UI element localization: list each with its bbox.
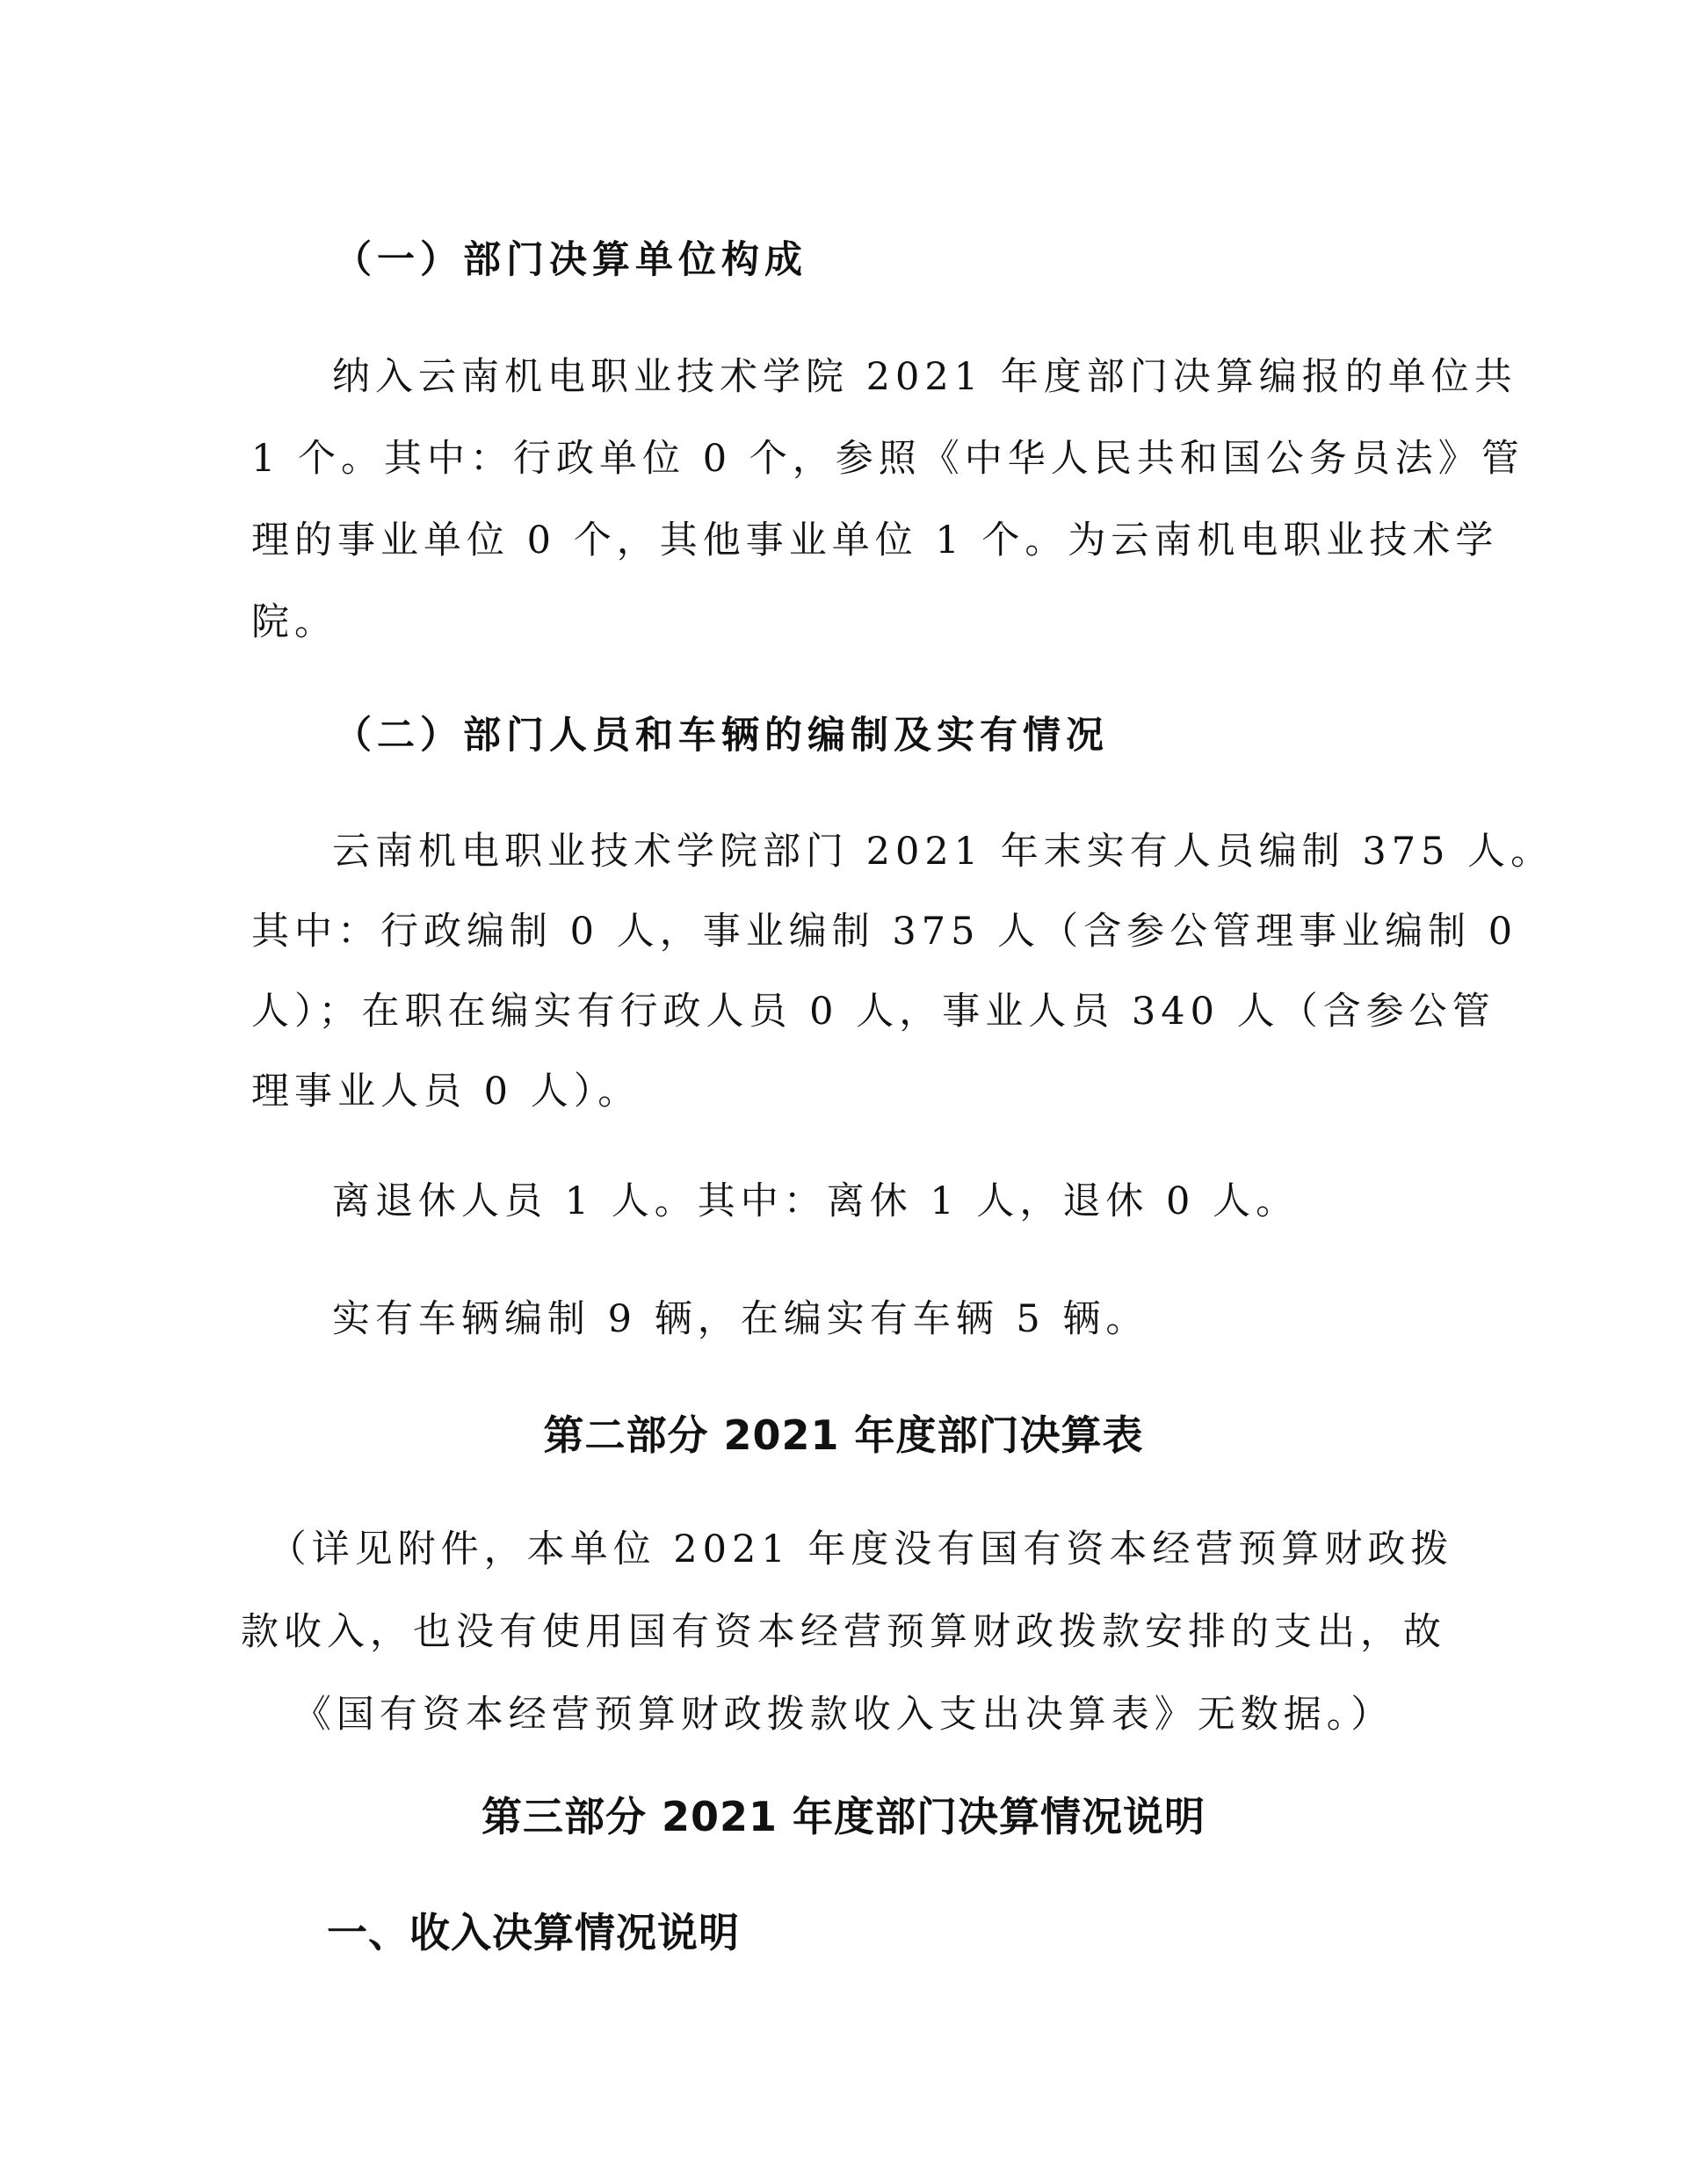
paragraph-unit-composition: [251, 347, 1524, 681]
paragraph-staff: [251, 822, 1554, 1156]
paragraph-line: 人）；在职在编实有行政人员 0 人，事业人员 340 人（含参公管: [251, 990, 1495, 1034]
note-line: 《国有资本经营预算财政拨款收入支出决算表》无数据。）: [293, 1693, 1394, 1737]
section-heading-income: 一、收入决算情况说明: [327, 1909, 740, 1956]
paragraph-line: 理事业人员 0 人）。: [251, 1070, 641, 1114]
paragraph-retired: 离退休人员 1 人。其中：离休 1 人，退休 0 人。: [332, 1179, 1300, 1223]
note-line: 款收入，也没有使用国有资本经营预算财政拨款安排的支出，故: [241, 1610, 1446, 1654]
paragraph-line: 1 个。其中：行政单位 0 个，参照《中华人民共和国公务员法》管: [251, 437, 1524, 481]
part-2-note: [0, 1520, 1687, 1766]
paragraph-line: 院。: [251, 600, 337, 644]
paragraph-vehicles: 实有车辆编制 9 辆，在编实有车辆 5 辆。: [332, 1297, 1149, 1341]
section-heading-staff-vehicles: （二）部门人员和车辆的编制及实有情况: [334, 714, 1109, 758]
part-2-title: 第二部分 2021 年度部门决算表: [543, 1411, 1144, 1459]
section-heading-unit-composition: （一）部门决算单位构成: [334, 238, 807, 282]
paragraph-line: 纳入云南机电职业技术学院 2021 年度部门决算编报的单位共: [332, 355, 1517, 399]
part-3-title: 第三部分 2021 年度部门决算情况说明: [481, 1793, 1206, 1840]
paragraph-line: 理的事业单位 0 个，其他事业单位 1 个。为云南机电职业技术学: [251, 519, 1499, 562]
paragraph-line: 其中：行政编制 0 人，事业编制 375 人（含参公管理事业编制 0: [251, 910, 1518, 954]
note-line: （详见附件，本单位 2021 年度没有国有资本经营预算财政拨: [268, 1527, 1454, 1571]
paragraph-line: 云南机电职业技术学院部门 2021 年末实有人员编制 375 人。: [332, 830, 1554, 874]
